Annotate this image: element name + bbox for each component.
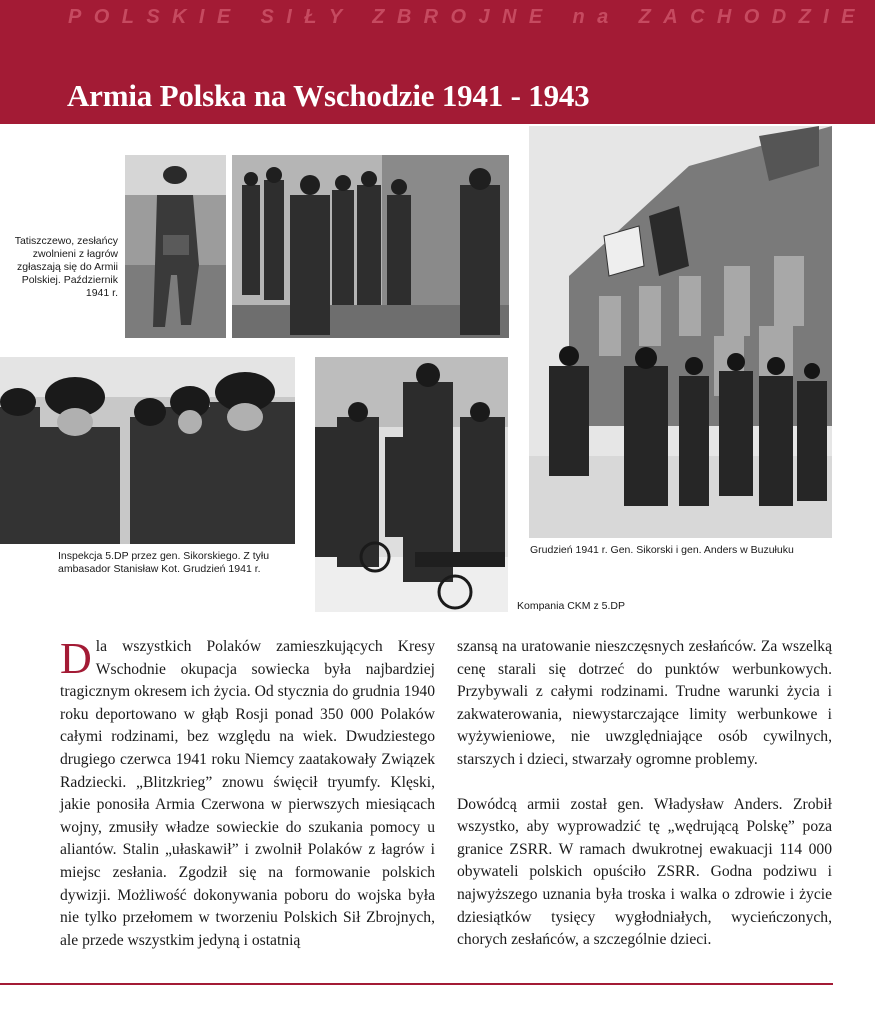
header-banner [0,0,875,124]
photo-soldier-standing [125,155,226,338]
caption-kompania: Kompania CKM z 5.DP [517,600,625,612]
caption-buzuluk: Grudzień 1941 r. Gen. Sikorski i gen. Anders w Buzułuku [530,544,794,556]
article-column-left [60,636,435,952]
series-title: POLSKIE SIŁY ZBROJNE na ZACHODZIE [68,6,867,28]
article-paragraph-1 [60,636,435,952]
caption-inspekcja: Inspekcja 5.DP przez gen. Sikorskiego. Z tyłu ambasador Stanisław Kot. Grudzień 1941 r. [58,550,270,575]
dropcap: D [60,634,92,683]
photo-inspection [0,357,295,544]
article-paragraph-1-continued: szansą na uratowanie nieszczęsnych zesłańców. Za wszelką cenę starali się dotrzeć do punktów werbunkowych. Przybywali z całymi rodzinami. Trudne warunki życia i zakwaterowania, niewystarczające limity werbunkowe i wyżywieniowe, nie uwzględniające osób cywilnych, starszych i dzieci, stwarzały ogromne problemy. [457,638,832,768]
bottom-rule [0,983,833,985]
article-paragraph-2: Dowódcą armii został gen. Władysław Anders. Zrobił wszystko, aby wyprowadzić tę „wędrującą Polskę” poza granice ZSRR. W ramach dwukrotnej ewakuacji 114 000 obywateli polskich opuściło ZSRR. Godna podziwu i najwyższego uznania była troska i walka o zdrowie i życie dziesiątków tysięcy wygłodniałych, wycieńczonych, chorych zesłańców, a szczególnie dzieci. [457,795,832,949]
photo-line-of-men [232,155,509,338]
photo-buzuluk-parade [529,126,832,538]
article-paragraph-1-text: la wszystkich Polaków zamieszkujących Kresy Wschodnie okupacja sowiecka była najbardziej tragicznym okresem ich życia. Od stycznia do grudnia 1940 roku deportowano w głąb Rosji ponad 350 000 Polaków całymi rodzinami, bez względu na wiek. Dwudziestego drugiego czerwca 1941 roku Niemcy zaatakowały Związek Radziecki. „Blitzkrieg” znowu święcił tryumfy. Klęski, jakie ponosiła Armia Czerwona w pierwszych miesiącach wojny, zmusiły władze sowieckie do szukania pomocy u aliantów. Stalin „ułaskawił” i zwolnił Polaków z łagrów i miejsc zesłania. Zgodził się na formowanie polskich dywizji. Możliwość dokonywania poboru do wojska była nie tylko przełomem w tworzeniu Polskich Sił Zbrojnych, ale przede wszystkim jedyną i ostatnią [60,638,435,949]
photo-machine-gun-company [315,357,508,612]
caption-tatiszczewo: Tatiszczewo, zesłańcy zwolnieni z łagrów zgłaszają się do Armii Polskiej. Październik 1941 r. [14,235,118,299]
article-column-right [457,636,832,952]
page-title: Armia Polska na Wschodzie 1941 - 1943 [67,78,590,113]
